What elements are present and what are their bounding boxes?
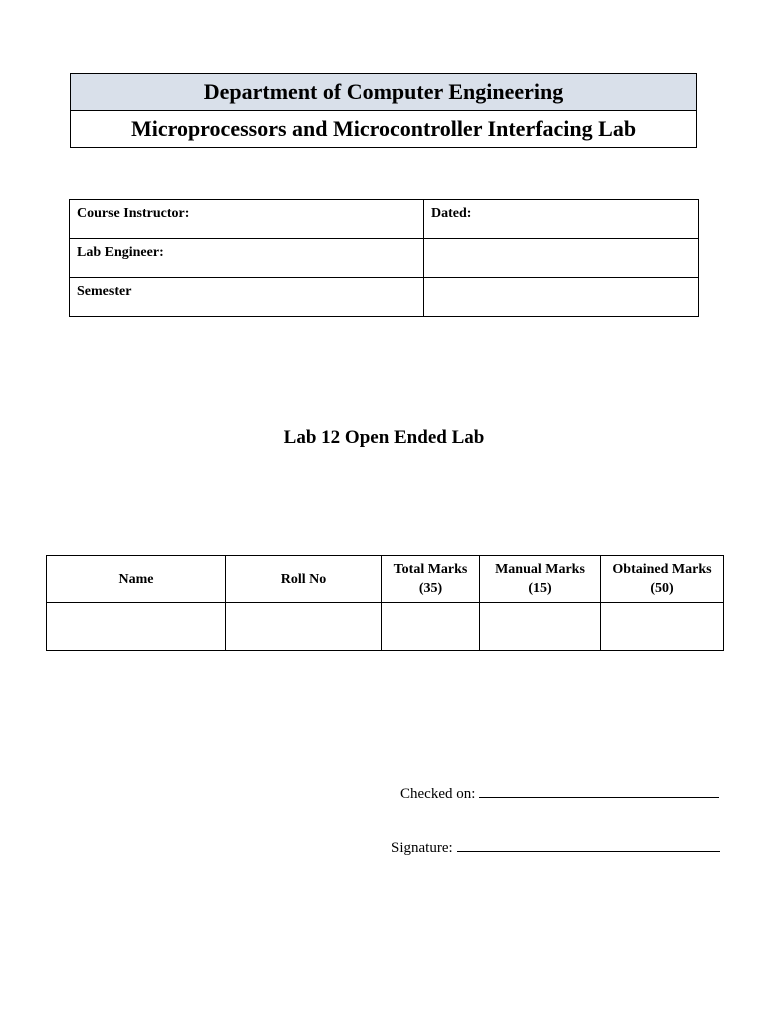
signature-label: Signature:	[391, 840, 453, 856]
info-row-semester	[70, 278, 699, 317]
checked-on-line	[400, 783, 719, 803]
checked-on-blank	[479, 783, 719, 798]
marks-table	[46, 555, 724, 651]
signature-line	[391, 837, 720, 857]
course-title: Microprocessors and Microcontroller Interfacing Lab	[130, 116, 637, 141]
header-total-marks: Total Marks (35)	[382, 556, 480, 603]
info-table	[69, 199, 699, 317]
name-cell	[47, 603, 226, 651]
checked-on-label: Checked on:	[400, 786, 476, 802]
lab-title: Lab 12 Open Ended Lab	[283, 427, 485, 448]
marks-header-row	[47, 556, 724, 603]
semester-label: Semester	[70, 278, 424, 317]
total-marks-cell	[382, 603, 480, 651]
course-instructor-label: Course Instructor:	[70, 200, 424, 239]
obtained-marks-cell	[601, 603, 724, 651]
signature-blank	[457, 837, 720, 852]
header-manual-marks: Manual Marks (15)	[480, 556, 601, 603]
header-obtained-marks: Obtained Marks (50)	[601, 556, 724, 603]
department-title: Department of Computer Engineering	[71, 74, 696, 111]
table-row	[47, 603, 724, 651]
info-row-lab-engineer	[70, 239, 699, 278]
dated-label: Dated:	[424, 200, 699, 239]
roll-no-cell	[226, 603, 382, 651]
lab-engineer-label: Lab Engineer:	[70, 239, 424, 278]
manual-marks-cell	[480, 603, 601, 651]
header-roll-no: Roll No	[226, 556, 382, 603]
lab-engineer-value-cell	[424, 239, 699, 278]
info-row-instructor	[70, 200, 699, 239]
header-name: Name	[47, 556, 226, 603]
document-header	[70, 73, 697, 148]
semester-value-cell	[424, 278, 699, 317]
